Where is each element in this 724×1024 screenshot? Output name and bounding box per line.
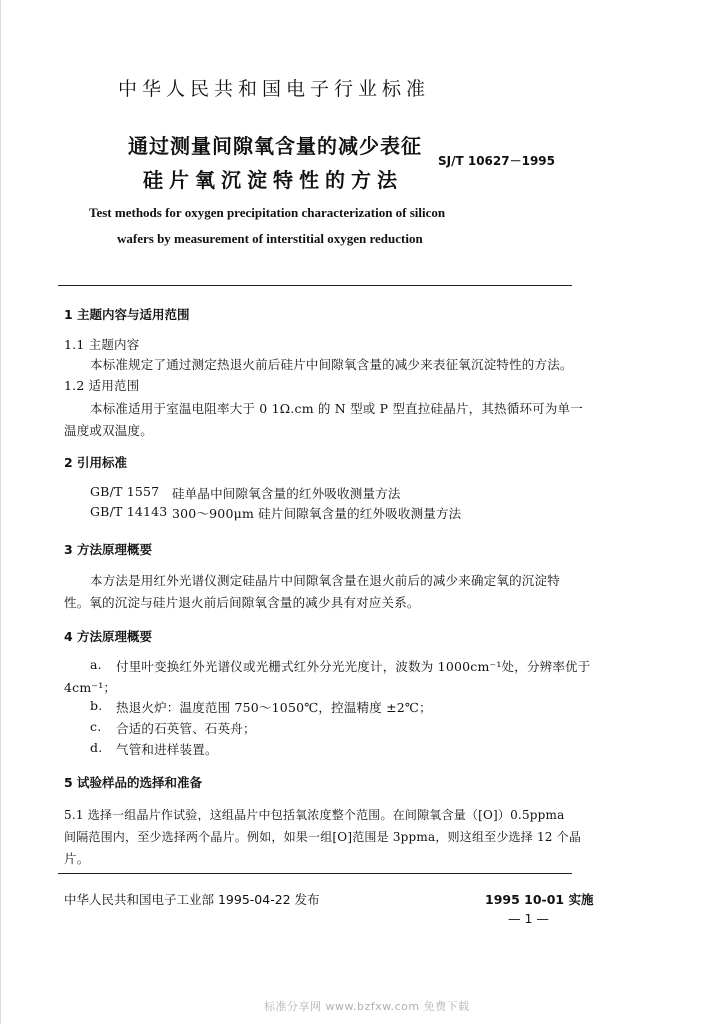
section-4-heading: 4 方法原理概要	[64, 629, 153, 644]
footer-divider	[58, 873, 572, 874]
issue-statement: 中华人民共和国电子工业部 1995-04-22 发布	[64, 892, 320, 907]
section-1-1-heading: 1.1 主题内容	[64, 337, 140, 352]
reference-code: GB/T 1557	[90, 484, 160, 499]
list-item-text: 付里叶变换红外光谱仪或光栅式红外分光光度计，波数为 1000cm⁻¹处，分辨率优于	[116, 659, 591, 674]
section-5-heading: 5 试验样品的选择和准备	[64, 775, 203, 790]
section-1-1-text: 本标准规定了通过测定热退火前后硅片中间隙氧含量的减少来表征氧沉淀特性的方法。	[90, 357, 573, 372]
reference-title: 硅单晶中间隙氧含量的红外吸收测量方法	[172, 486, 401, 501]
section-3-heading: 3 方法原理概要	[64, 542, 153, 557]
list-item-marker: c.	[90, 719, 102, 734]
page-number: — 1 —	[508, 911, 549, 926]
list-item-marker: d.	[90, 740, 103, 755]
scan-edge	[0, 0, 1, 1024]
section-5-1-line1: 5.1 选择一组晶片作试验，这组晶片中包括氧浓度整个范围。在间隙氧含量（[O]）0.5ppma	[64, 808, 565, 822]
reference-code: GB/T 14143	[90, 504, 168, 519]
issuer-title: 中华人民共和国电子行业标准	[118, 78, 431, 100]
section-5-1-line2: 间隔范围内，至少选择两个晶片。例如，如果一组[O]范围是 3ppma，则这组至少选择 12 个晶	[64, 830, 582, 844]
watermark: 标准分享网 www.bzfxw.com 免费下载	[264, 1000, 470, 1013]
title-en-line1: Test methods for oxygen precipitation characterization of silicon	[89, 205, 446, 220]
section-3-text-line1: 本方法是用红外光谱仪测定硅晶片中间隙氧含量在退火前后的减少来确定氧的沉淀特	[90, 573, 560, 588]
section-1-heading: 1 主题内容与适用范围	[64, 307, 190, 322]
title-cn-line1: 通过测量间隙氧含量的减少表征	[128, 134, 422, 158]
effective-date: 1995 10-01 实施	[485, 892, 594, 907]
section-1-2-heading: 1.2 适用范围	[64, 378, 140, 393]
list-item-text: 气管和进样装置。	[116, 742, 218, 757]
reference-title: 300～900μm 硅片间隙氧含量的红外吸收测量方法	[172, 506, 462, 521]
section-2-heading: 2 引用标准	[64, 455, 128, 470]
list-item-text-cont: 4cm⁻¹；	[64, 680, 117, 695]
standard-code: SJ/T 10627－1995	[438, 154, 556, 168]
section-3-text-line2: 性。氧的沉淀与硅片退火前后间隙氧含量的减少具有对应关系。	[64, 595, 420, 610]
header-divider	[58, 285, 572, 286]
list-item-marker: a.	[90, 657, 102, 672]
title-cn-line2: 硅片氧沉淀特性的方法	[143, 168, 403, 192]
list-item-text: 合适的石英管、石英舟；	[116, 721, 256, 736]
title-en-line2: wafers by measurement of interstitial oxygen reduction	[117, 231, 423, 246]
list-item-text: 热退火炉：温度范围 750～1050℃，控温精度 ±2℃；	[116, 700, 432, 715]
section-1-2-text-line2: 温度或双温度。	[64, 423, 153, 438]
section-5-1-line3: 片。	[64, 851, 90, 866]
list-item-marker: b.	[90, 698, 103, 713]
section-1-2-text-line1: 本标准适用于室温电阻率大于 0 1Ω.cm 的 N 型或 P 型直拉硅晶片，其热循环可为单一	[90, 401, 583, 416]
